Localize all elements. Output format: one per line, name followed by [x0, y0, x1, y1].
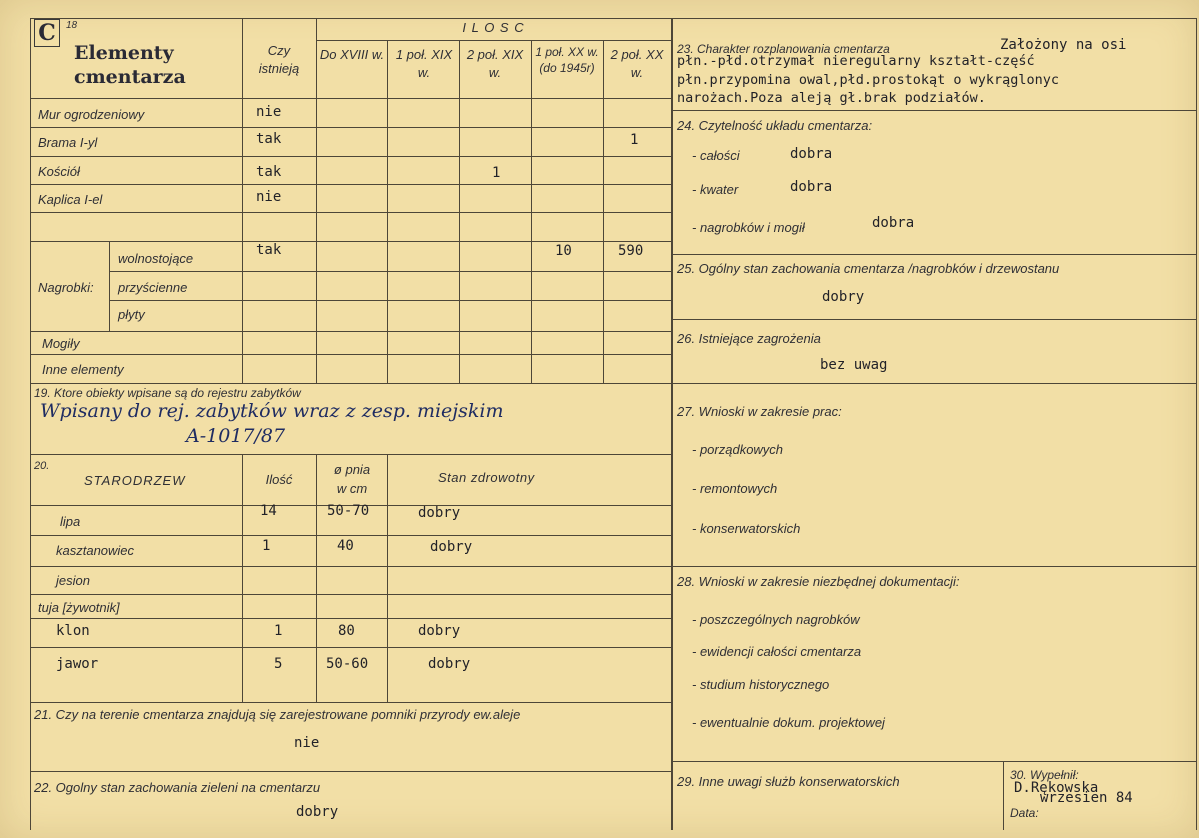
s22-label: 22. Ogolny stan zachowania zieleni na cmentarzu	[34, 780, 321, 795]
nagrobki-wolnostojace: wolnostojące	[118, 251, 194, 266]
starodrzew-ilosc-header: Ilość	[265, 472, 293, 487]
s23-line4: narożach.Poza aleją gł.brak podziałów.	[677, 90, 986, 106]
col-header-1xix: 1 poł. XIX w.	[395, 47, 453, 80]
nagrobki-przyscienne: przyścienne	[118, 280, 188, 295]
row-value-brama: tak	[256, 131, 282, 147]
row-label-kaplica: Kaplica I-el	[38, 192, 103, 207]
nagrobki-wolnostojace-czy: tak	[256, 242, 282, 258]
starodrzew-pnia-header1: ø pnia	[333, 462, 371, 477]
row-label-brama: Brama I-yl	[38, 135, 98, 150]
s27-item-porzadkowych: - porządkowych	[692, 442, 784, 457]
tree-ilosc-klon: 1	[274, 623, 283, 639]
tree-ilosc-kasztanowiec: 1	[262, 538, 271, 554]
s19-handwritten-line1: Wpisany do rej. zabytków wraz z zesp. miejskim	[40, 400, 504, 422]
inne-elementy-label: Inne elementy	[42, 362, 124, 377]
s25-value: dobry	[822, 289, 865, 305]
card-number: 18	[66, 20, 78, 31]
col-header-2xix: 2 poł. XIX w.	[466, 47, 524, 80]
s24-row-kwater: - kwater	[692, 182, 739, 197]
czy-istnieja-header: Czy istnieją	[258, 43, 300, 76]
starodrzew-stan-header: Stan zdrowotny	[438, 470, 535, 485]
s28-item-nagrobkow: - poszczególnych nagrobków	[692, 612, 860, 627]
s30-label: 30. Wypełnił:	[1010, 768, 1079, 782]
tree-name-kasztanowiec: kasztanowiec	[56, 543, 135, 558]
s23-label: 23. Charakter rozplanowania cmentarza	[677, 42, 890, 56]
row-value-kaplica: nie	[256, 189, 282, 205]
kosciol-count: 1	[492, 165, 501, 181]
tree-stan-lipa: dobry	[418, 505, 461, 521]
s20-num: 20.	[34, 460, 50, 472]
tree-stan-klon: dobry	[418, 623, 461, 639]
s22-value: dobry	[296, 804, 339, 820]
s30-date-label: Data:	[1010, 806, 1039, 820]
tree-ilosc-jawor: 5	[274, 656, 283, 672]
s24-value-nagrobkow: dobra	[872, 215, 915, 231]
s30-date: wrzesien 84	[1040, 790, 1133, 806]
tree-ilosc-lipa: 14	[260, 503, 277, 519]
s25-label: 25. Ogólny stan zachowania cmentarza /nagrobków i drzewostanu	[677, 261, 1060, 276]
s24-value-kwater: dobra	[790, 179, 833, 195]
s27-item-konserwatorskich: - konserwatorskich	[692, 521, 801, 536]
s21-value: nie	[294, 735, 320, 751]
s24-label: 24. Czytelność układu cmentarza:	[677, 118, 873, 133]
s24-row-nagrobkow: - nagrobków i mogił	[692, 220, 805, 235]
s19-label: 19. Ktore obiekty wpisane są do rejestru zabytków	[34, 386, 301, 400]
s19-handwritten-line2: A-1017/87	[186, 425, 286, 447]
row-value-kosciol: tak	[256, 164, 282, 180]
tree-name-lipa: lipa	[60, 514, 81, 529]
s27-item-remontowych: - remontowych	[692, 481, 778, 496]
tree-name-klon: klon	[56, 623, 90, 639]
nagrobki-plyty: płyty	[118, 307, 145, 322]
mogily-label: Mogiły	[42, 336, 80, 351]
row-value-mur: nie	[256, 104, 282, 120]
tree-name-jesion: jesion	[56, 573, 90, 588]
s23-line1: Założony na osi	[1000, 37, 1127, 53]
col-header-xviii: Do XVIII w.	[319, 47, 385, 62]
s23-line3: płn.przypomina owal,płd.prostokąt o wykrąglonyc	[677, 72, 1060, 88]
s23-line2: płn.-płd.otrzymał nieregularny kształt-część	[677, 53, 1035, 69]
nagrobki-label: Nagrobki:	[38, 280, 94, 295]
starodrzew-pnia-header2: w cm	[336, 481, 368, 496]
tree-name-jawor: jawor	[56, 656, 99, 672]
s28-label: 28. Wnioski w zakresie niezbędnej dokumentacji:	[677, 574, 960, 589]
tree-name-tuja: tuja [żywotnik]	[38, 600, 120, 615]
card-title-line1: Elementy	[74, 42, 174, 64]
card-title-line2: cmentarza	[74, 66, 186, 88]
brama-count: 1	[630, 132, 639, 148]
s28-item-projektowej: - ewentualnie dokum. projektowej	[692, 715, 885, 730]
tree-pnia-lipa: 50-70	[327, 503, 370, 519]
s27-label: 27. Wnioski w zakresie prac:	[677, 404, 842, 419]
s28-item-studium: - studium historycznego	[692, 677, 830, 692]
tree-stan-kasztanowiec: dobry	[430, 539, 473, 555]
card-letter-box: C	[34, 19, 60, 47]
nagrobki-2xx-count: 590	[618, 243, 644, 259]
col-header-2xx: 2 poł. XX w.	[610, 47, 664, 80]
ilosc-header: I L O S C	[462, 20, 525, 35]
tree-pnia-jawor: 50-60	[326, 656, 369, 672]
col-header-1xx: 1 poł. XX w. (do 1945r)	[535, 45, 599, 75]
s26-label: 26. Istniejące zagrożenia	[677, 331, 821, 346]
nagrobki-1xx-count: 10	[555, 243, 572, 259]
s30-name: D.Rękowska	[1014, 780, 1099, 796]
tree-stan-jawor: dobry	[428, 656, 471, 672]
starodrzew-header: STARODRZEW	[84, 473, 186, 488]
s29-label: 29. Inne uwagi służb konserwatorskich	[677, 774, 900, 789]
tree-pnia-klon: 80	[338, 623, 355, 639]
tree-pnia-kasztanowiec: 40	[337, 538, 354, 554]
row-label-kosciol: Kościół	[38, 164, 80, 179]
s28-item-ewidencji: - ewidencji całości cmentarza	[692, 644, 862, 659]
row-label-mur: Mur ogrodzeniowy	[38, 107, 145, 122]
s21-label: 21. Czy na terenie cmentarza znajdują się zarejestrowane pomniki przyrody ew.aleje	[34, 707, 521, 722]
s26-value: bez uwag	[820, 357, 888, 373]
s24-row-calosci: - całości	[692, 148, 740, 163]
s24-value-calosci: dobra	[790, 146, 833, 162]
